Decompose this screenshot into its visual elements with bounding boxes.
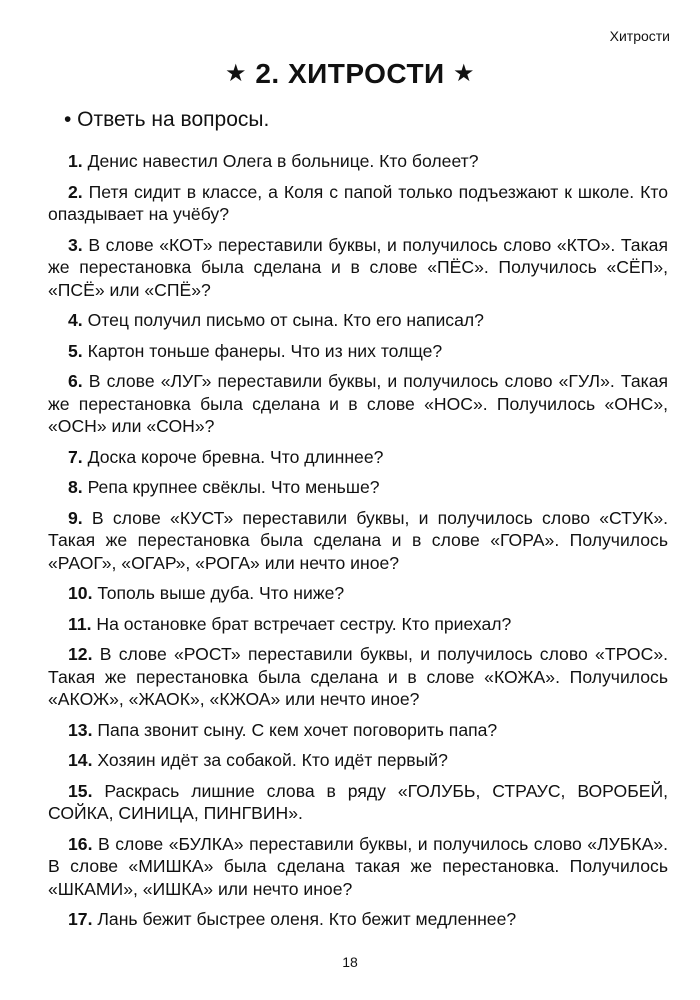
question-number: 16. [68, 833, 93, 854]
question-text: Денис навестил Олега в больнице. Кто болеет? [87, 151, 479, 171]
question-number: 9. [68, 507, 83, 528]
question-text: Раскрась лишние слова в ряду «ГОЛУБЬ, СТРАУС, ВОРОБЕЙ, СОЙКА, СИНИЦА, ПИНГВИН». [48, 780, 669, 823]
question-number: 12. [68, 644, 93, 664]
page-title [0, 58, 700, 90]
question-item [48, 370, 668, 438]
star-icon: ★ [452, 60, 475, 87]
question-number: 5. [68, 340, 83, 361]
question-text: В слове «КУСТ» переставили буквы, и получилось слово «СТУК». Такая же перестановка была сделана и в слове «ГОРА». Получилось «РАОГ», «ОГАР», «РОГА» или нечто иное? [48, 507, 669, 573]
question-number: 3. [68, 234, 83, 255]
question-item [48, 234, 668, 302]
question-number: 11. [68, 613, 92, 634]
page-number: 18 [342, 954, 358, 970]
question-text: Картон тоньше фанеры. Что из них толще? [87, 340, 443, 361]
question-item [48, 476, 668, 499]
question-number: 7. [68, 446, 83, 467]
question-text: Лань бежит быстрее оленя. Кто бежит медленнее? [97, 909, 517, 929]
question-item [48, 507, 668, 575]
question-text: Петя сидит в классе, а Коля с папой только подъезжают к школе. Кто опаздывает на учёбу? [48, 181, 669, 224]
star-icon: ★ [225, 60, 248, 87]
question-text: В слове «РОСТ» переставили буквы, и получилось слово «ТРОС». Такая же перестановка была сделана и в слове «КОЖА». Получилось «АКОЖ», «ЖАОК», «КЖОА» или нечто иное? [48, 644, 668, 709]
question-number: 17. [68, 909, 93, 929]
question-number: 13. [68, 719, 93, 740]
question-text: В слове «БУЛКА» переставили буквы, и получилось слово «ЛУБКА». В слове «МИШКА» была сделана такая же перестановка. Получилось «ШКАМИ», «ИШКА» или нечто иное? [48, 833, 668, 899]
question-text: На остановке брат встречает сестру. Кто приехал? [96, 613, 512, 634]
question-number: 4. [68, 310, 83, 330]
question-item [48, 446, 668, 469]
question-text: Репа крупнее свёклы. Что меньше? [87, 477, 380, 497]
question-text: Отец получил письмо от сына. Кто его написал? [87, 310, 484, 330]
question-text: Тополь выше дуба. Что ниже? [97, 583, 345, 603]
question-item [48, 582, 668, 605]
question-number: 1. [68, 151, 83, 171]
question-item [48, 340, 668, 363]
question-list [48, 150, 668, 939]
question-number: 2. [68, 181, 83, 202]
title-text: 2. ХИТРОСТИ [255, 58, 445, 89]
question-text: Доска короче бревна. Что длиннее? [87, 446, 384, 467]
question-item [48, 309, 668, 332]
question-text: Папа звонит сыну. С кем хочет поговорить папа? [97, 719, 498, 740]
question-number: 10. [68, 583, 93, 603]
question-number: 8. [68, 477, 83, 497]
question-item [48, 613, 668, 636]
question-text: В слове «ЛУГ» переставили буквы, и получилось слово «ГУЛ». Такая же перестановка была сделана и в слове «НОС». Получилось «ОНС», «ОСН» или «СОН»? [48, 371, 669, 436]
question-item [48, 833, 668, 901]
question-item [48, 150, 668, 173]
question-text: Хозяин идёт за собакой. Кто идёт первый? [97, 750, 448, 770]
question-text: В слове «КОТ» переставили буквы, и получилось слово «КТО». Такая же перестановка была сделана и в слове «ПЁС». Получилось «СЁП», «ПСЁ» или «СПЁ»? [48, 234, 668, 300]
question-number: 6. [68, 371, 83, 391]
question-number: 14. [68, 750, 93, 770]
question-item [48, 780, 668, 825]
running-head: Хитрости [609, 28, 670, 44]
question-item [48, 719, 668, 742]
question-item [48, 908, 668, 931]
instruction: • Ответь на вопросы. [64, 108, 270, 131]
question-item [48, 181, 668, 226]
question-item [48, 749, 668, 772]
question-item [48, 643, 668, 711]
question-number: 15. [68, 780, 93, 801]
